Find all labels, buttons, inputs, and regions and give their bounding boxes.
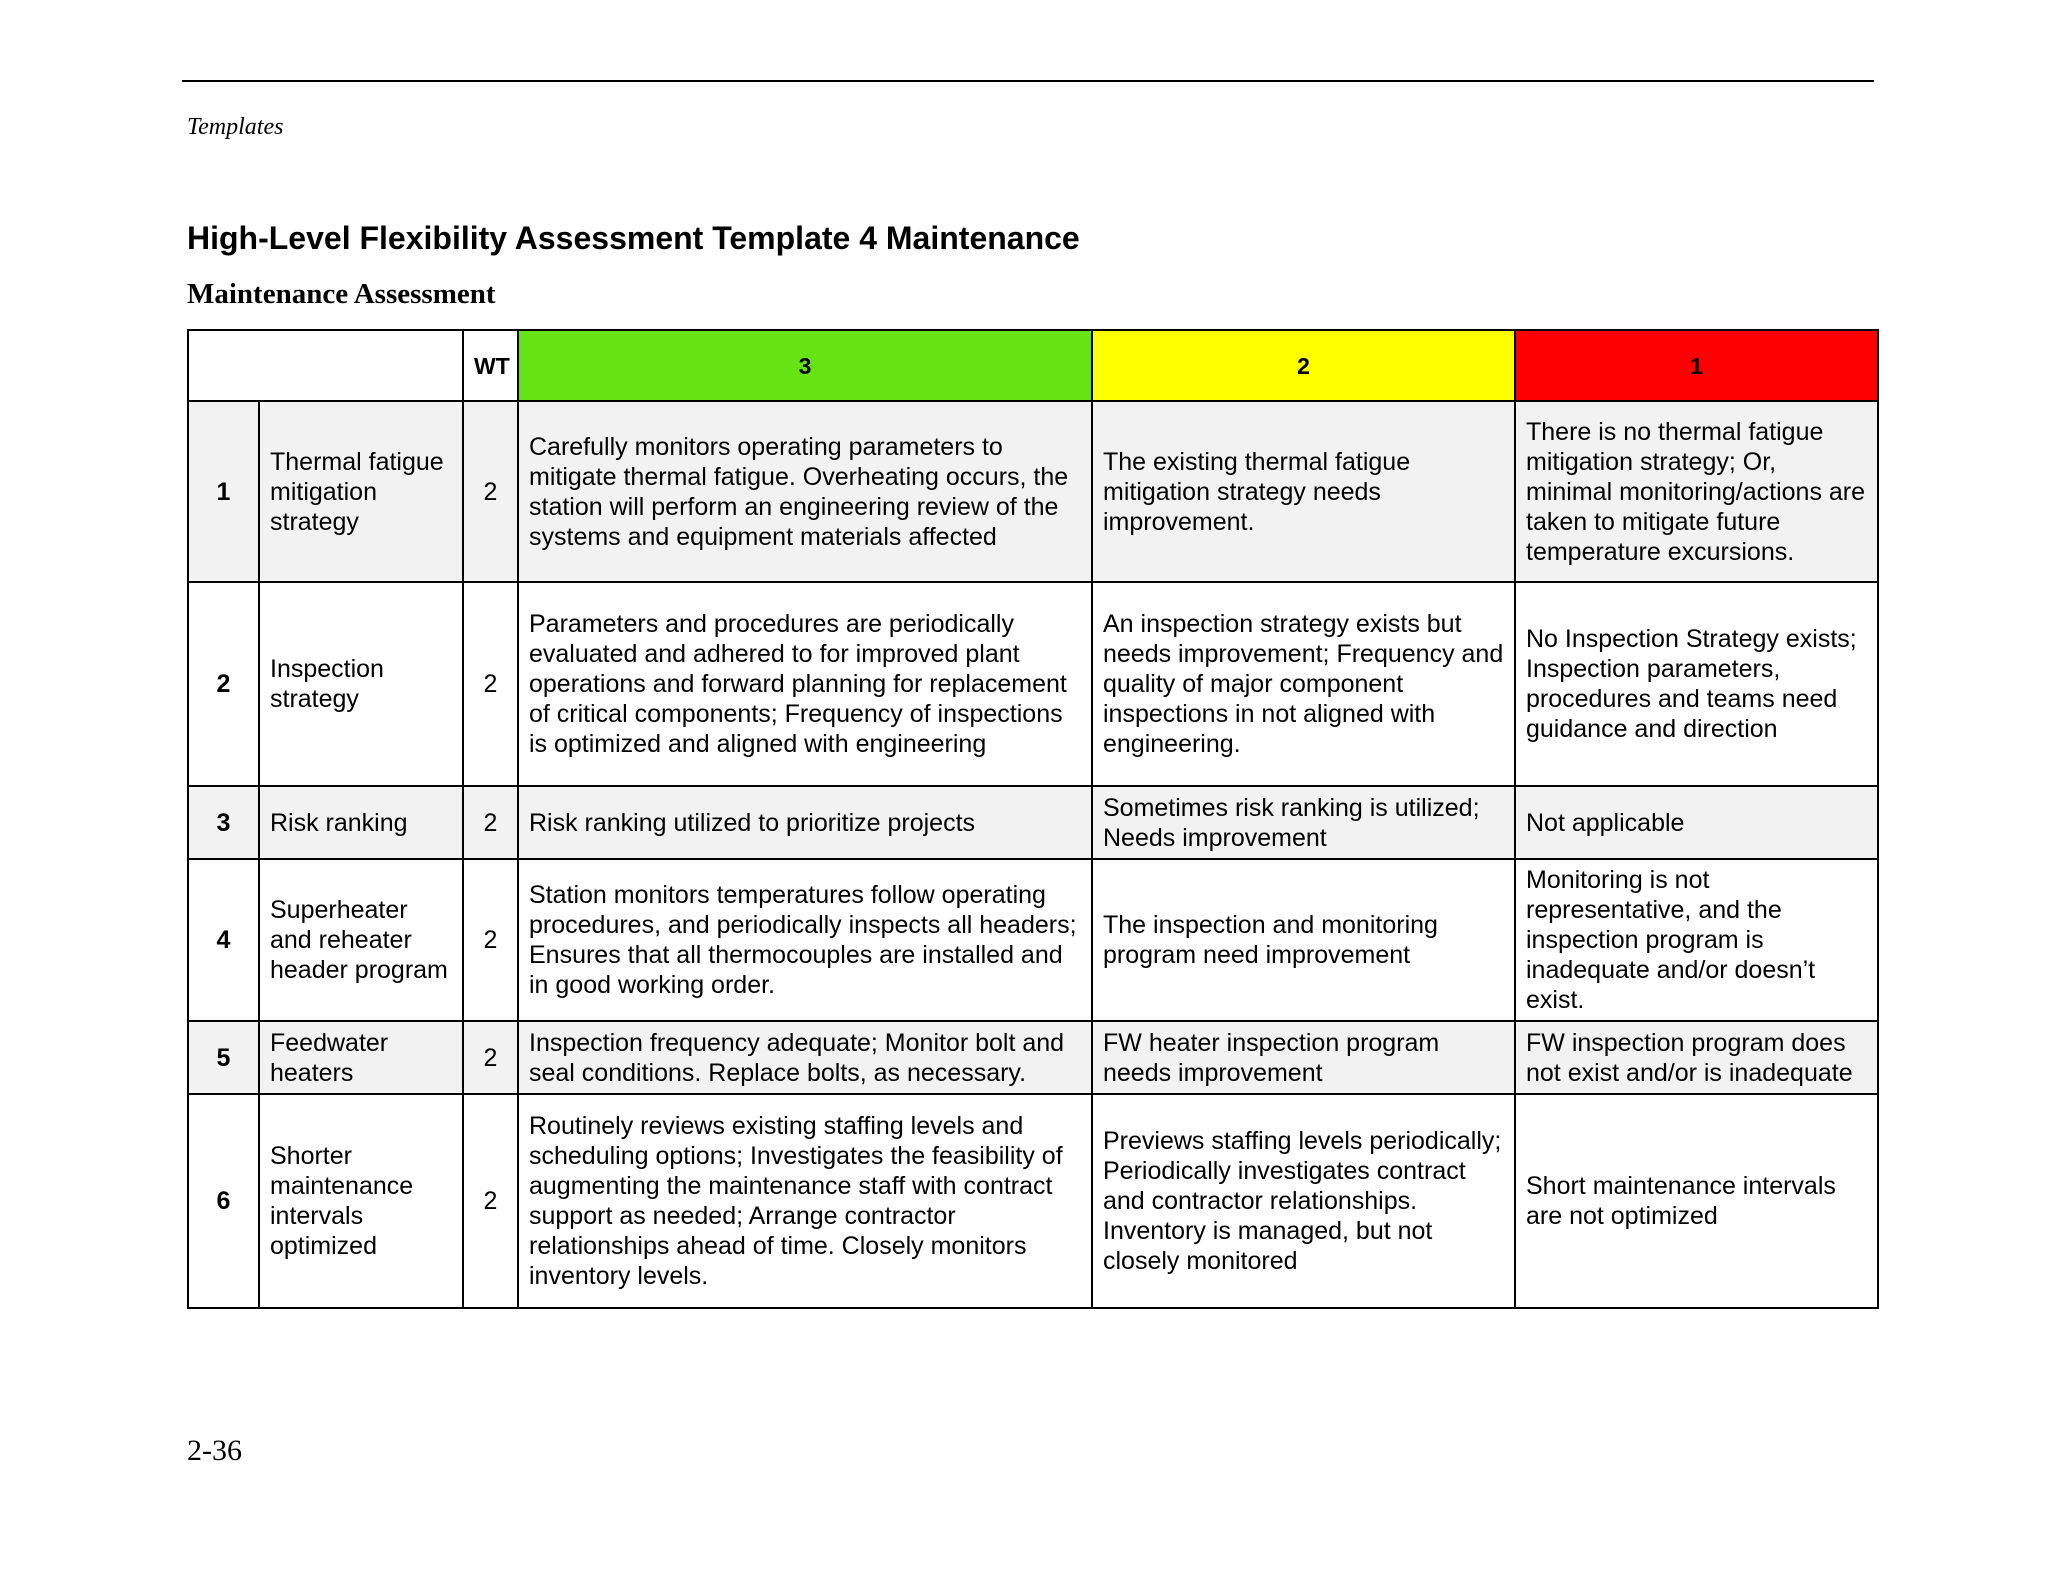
table-row xyxy=(188,859,1878,1021)
row-item: Feedwater heaters xyxy=(259,1021,463,1094)
table-row xyxy=(188,1094,1878,1308)
row-item: Risk ranking xyxy=(259,786,463,859)
row-number: 5 xyxy=(188,1021,259,1094)
row-score-1: Monitoring is not representative, and the inspection program is inadequate and/or doesn’t exist. xyxy=(1515,859,1878,1021)
row-score-1: No Inspection Strategy exists; Inspection parameters, procedures and teams need guidance and direction xyxy=(1515,582,1878,786)
row-score-2: Previews staffing levels periodically; Periodically investigates contract and contractor relationships. Inventory is managed, but not closely monitored xyxy=(1092,1094,1515,1308)
row-score-3: Station monitors temperatures follow operating procedures, and periodically inspects all headers; Ensures that all thermocouples are installed and in good working order. xyxy=(518,859,1092,1021)
row-score-3: Carefully monitors operating parameters to mitigate thermal fatigue. Overheating occurs, the station will perform an engineering review of the systems and equipment materials affected xyxy=(518,401,1092,582)
row-number: 6 xyxy=(188,1094,259,1308)
running-header: Templates xyxy=(187,114,284,140)
row-weight: 2 xyxy=(463,1021,518,1094)
page-number: 2-36 xyxy=(187,1434,242,1467)
header-blank-cell xyxy=(188,330,463,401)
assessment-table xyxy=(187,329,1879,1309)
row-weight: 2 xyxy=(463,582,518,786)
table-row xyxy=(188,582,1878,786)
table-row xyxy=(188,1021,1878,1094)
row-score-2: The existing thermal fatigue mitigation strategy needs improvement. xyxy=(1092,401,1515,582)
row-weight: 2 xyxy=(463,401,518,582)
row-weight: 2 xyxy=(463,1094,518,1308)
table-header-row xyxy=(188,330,1878,401)
row-score-3: Routinely reviews existing staffing levels and scheduling options; Investigates the feasibility of augmenting the maintenance staff with contract support as needed; Arrange contractor relationships ahead of time. Closely monitors inventory levels. xyxy=(518,1094,1092,1308)
page-subtitle: Maintenance Assessment xyxy=(187,278,496,310)
row-item: Thermal fatigue mitigation strategy xyxy=(259,401,463,582)
row-number: 4 xyxy=(188,859,259,1021)
row-number: 3 xyxy=(188,786,259,859)
row-score-2: An inspection strategy exists but needs improvement; Frequency and quality of major component inspections in not aligned with engineering. xyxy=(1092,582,1515,786)
page-title: High-Level Flexibility Assessment Template 4 Maintenance xyxy=(187,220,1080,256)
row-score-2: FW heater inspection program needs improvement xyxy=(1092,1021,1515,1094)
row-score-1: Not applicable xyxy=(1515,786,1878,859)
header-score-1: 1 xyxy=(1515,330,1878,401)
header-score-3: 3 xyxy=(518,330,1092,401)
table-row xyxy=(188,786,1878,859)
header-rule xyxy=(182,80,1874,82)
row-item: Shorter maintenance intervals optimized xyxy=(259,1094,463,1308)
row-score-3: Inspection frequency adequate; Monitor bolt and seal conditions. Replace bolts, as necessary. xyxy=(518,1021,1092,1094)
header-score-2: 2 xyxy=(1092,330,1515,401)
row-score-1: There is no thermal fatigue mitigation strategy; Or, minimal monitoring/actions are taken to mitigate future temperature excursions. xyxy=(1515,401,1878,582)
row-score-2: The inspection and monitoring program need improvement xyxy=(1092,859,1515,1021)
row-weight: 2 xyxy=(463,786,518,859)
row-item: Superheater and reheater header program xyxy=(259,859,463,1021)
row-score-3: Parameters and procedures are periodically evaluated and adhered to for improved plant operations and forward planning for replacement of critical components; Frequency of inspections is optimized and aligned with engineering xyxy=(518,582,1092,786)
row-number: 2 xyxy=(188,582,259,786)
row-score-3: Risk ranking utilized to prioritize projects xyxy=(518,786,1092,859)
table-row xyxy=(188,401,1878,582)
row-score-1: FW inspection program does not exist and/or is inadequate xyxy=(1515,1021,1878,1094)
row-weight: 2 xyxy=(463,859,518,1021)
row-item: Inspection strategy xyxy=(259,582,463,786)
header-wt: WT xyxy=(463,330,518,401)
row-score-1: Short maintenance intervals are not optimized xyxy=(1515,1094,1878,1308)
row-score-2: Sometimes risk ranking is utilized; Needs improvement xyxy=(1092,786,1515,859)
row-number: 1 xyxy=(188,401,259,582)
